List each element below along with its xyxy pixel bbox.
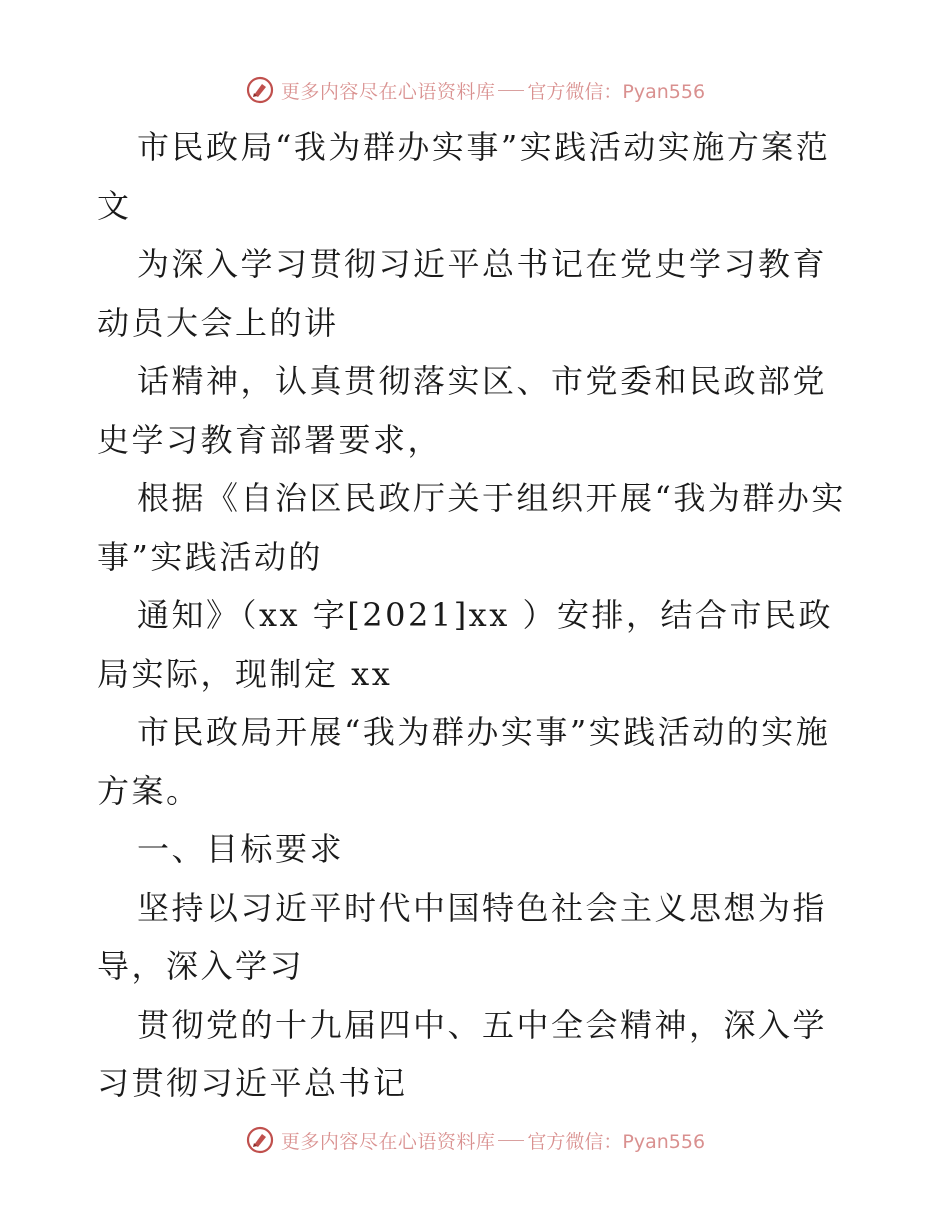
- header-watermark-banner: [0, 70, 950, 110]
- banner-wechat: 官方微信：Pyan556: [527, 1130, 706, 1153]
- banner-divider: [498, 90, 524, 91]
- paragraph: 通知》（xx 字[2021]xx ）安排，结合市民政局实际，现制定 xx: [97, 596, 833, 693]
- brand-logo-icon: [245, 1125, 275, 1155]
- banner-title: 更多内容尽在心语资料库: [280, 1130, 496, 1153]
- paragraph: 根据《自治区民政厅关于组织开展“我为群办实事”实践活动的: [97, 479, 846, 576]
- paragraph: 贯彻党的十九届四中、五中全会精神，深入学习贯彻习近平总书记: [97, 1005, 828, 1102]
- document-title: 市民政局“我为群办实事”实践活动实施方案范文: [97, 128, 831, 225]
- paragraph: 为深入学习贯彻习近平总书记在党史学习教育动员大会上的讲: [97, 245, 828, 342]
- paragraph: 市民政局开展“我为群办实事”实践活动的实施方案。: [97, 713, 831, 810]
- section-heading: 一、目标要求: [137, 830, 345, 868]
- document-body: [97, 118, 857, 1113]
- banner-wechat: 官方微信：Pyan556: [527, 80, 706, 103]
- footer-watermark-banner: [0, 1120, 950, 1160]
- banner-title: 更多内容尽在心语资料库: [280, 80, 496, 103]
- banner-divider: [498, 1140, 524, 1141]
- paragraph: 坚持以习近平时代中国特色社会主义思想为指导，深入学习: [97, 888, 828, 985]
- brand-logo-icon: [245, 75, 275, 105]
- paragraph: 话精神，认真贯彻落实区、市党委和民政部党史学习教育部署要求，: [97, 362, 828, 459]
